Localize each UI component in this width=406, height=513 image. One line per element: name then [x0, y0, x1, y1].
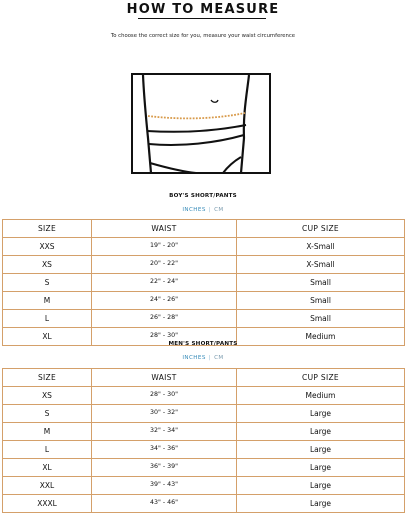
- table-row: [3, 441, 405, 459]
- size-cell: XXL: [3, 477, 92, 495]
- waist-measure-illustration: [131, 73, 271, 174]
- boys-unit-toggle: [0, 207, 406, 213]
- header-size: SIZE: [3, 369, 92, 387]
- cup-size-cell: Large: [237, 405, 405, 423]
- waist-cell: 28" - 30": [92, 328, 237, 346]
- waist-cell: 20" - 22": [92, 256, 237, 274]
- boys-unit-cm[interactable]: CM: [214, 207, 224, 213]
- table-row: [3, 423, 405, 441]
- cup-size-cell: Medium: [237, 387, 405, 405]
- table-row: [3, 256, 405, 274]
- table-row: [3, 495, 405, 513]
- header-cup-size: CUP SIZE: [237, 369, 405, 387]
- cup-size-cell: Large: [237, 423, 405, 441]
- waist-cell: 32" - 34": [92, 423, 237, 441]
- size-cell: M: [3, 292, 92, 310]
- cup-size-cell: X-Small: [237, 238, 405, 256]
- header-waist: WAIST: [92, 220, 237, 238]
- size-cell: XXS: [3, 238, 92, 256]
- page-title: HOW TO MEASURE: [126, 2, 280, 17]
- size-cell: XXXL: [3, 495, 92, 513]
- boys-section-title: BOY'S SHORT/PANTS: [169, 193, 237, 199]
- boys-unit-inches[interactable]: INCHES: [182, 207, 206, 213]
- table-row: [3, 274, 405, 292]
- waist-cell: 28" - 30": [92, 387, 237, 405]
- cup-size-cell: Small: [237, 310, 405, 328]
- waist-cell: 30" - 32": [92, 405, 237, 423]
- table-row: [3, 292, 405, 310]
- size-cell: XL: [3, 328, 92, 346]
- page-subtitle: To choose the correct size for you, measure your waist circumference: [110, 33, 296, 39]
- waist-cell: 39" - 43": [92, 477, 237, 495]
- waist-cell: 26" - 28": [92, 310, 237, 328]
- header-cup-size: CUP SIZE: [237, 220, 405, 238]
- header-waist: WAIST: [92, 369, 237, 387]
- cup-size-cell: Large: [237, 459, 405, 477]
- cup-size-cell: X-Small: [237, 256, 405, 274]
- table-header-row: [3, 369, 405, 387]
- cup-size-cell: Medium: [237, 328, 405, 346]
- table-row: [3, 477, 405, 495]
- waist-cell: 24" - 26": [92, 292, 237, 310]
- cup-size-cell: Large: [237, 495, 405, 513]
- size-cell: L: [3, 310, 92, 328]
- waist-cell: 43" - 46": [92, 495, 237, 513]
- size-cell: XS: [3, 387, 92, 405]
- waist-cell: 22" - 24": [92, 274, 237, 292]
- unit-separator: |: [208, 207, 212, 213]
- table-row: [3, 310, 405, 328]
- table-row: [3, 238, 405, 256]
- mens-section-title: MEN'S SHORT/PANTS: [168, 341, 238, 347]
- table-row: [3, 387, 405, 405]
- cup-size-cell: Large: [237, 441, 405, 459]
- size-cell: S: [3, 405, 92, 423]
- cup-size-cell: Small: [237, 274, 405, 292]
- waist-cell: 34" - 36": [92, 441, 237, 459]
- size-cell: M: [3, 423, 92, 441]
- cup-size-cell: Large: [237, 477, 405, 495]
- table-header-row: [3, 220, 405, 238]
- mens-unit-toggle: [0, 355, 406, 361]
- size-cell: XL: [3, 459, 92, 477]
- cup-size-cell: Small: [237, 292, 405, 310]
- waist-cell: 19" - 20": [92, 238, 237, 256]
- boys-size-table: [2, 219, 405, 346]
- unit-separator: |: [208, 355, 212, 361]
- waist-cell: 36" - 39": [92, 459, 237, 477]
- title-underline: [138, 18, 266, 19]
- size-cell: XS: [3, 256, 92, 274]
- mens-unit-cm[interactable]: CM: [214, 355, 224, 361]
- size-cell: S: [3, 274, 92, 292]
- mens-unit-inches[interactable]: INCHES: [182, 355, 206, 361]
- mens-size-table: [2, 368, 405, 513]
- table-row: [3, 405, 405, 423]
- size-cell: L: [3, 441, 92, 459]
- table-row: [3, 459, 405, 477]
- header-size: SIZE: [3, 220, 92, 238]
